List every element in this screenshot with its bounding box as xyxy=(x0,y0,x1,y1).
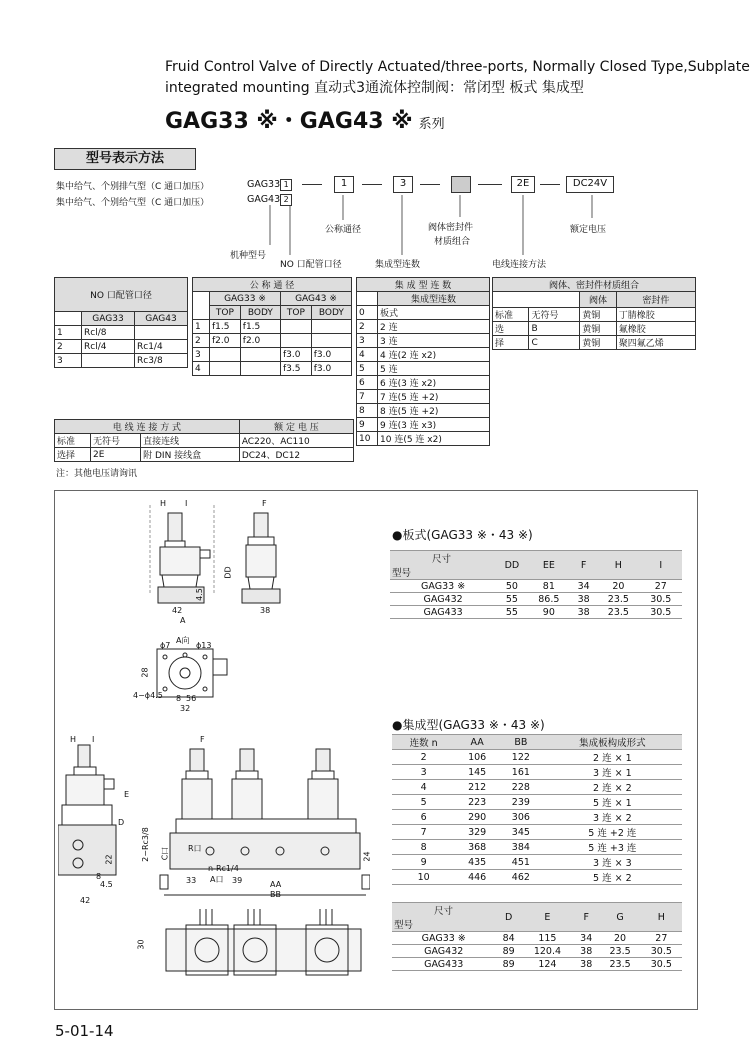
no-port-table xyxy=(54,277,188,368)
cell: 10 xyxy=(392,870,455,885)
cell: 5 连 +2 连 xyxy=(543,825,682,840)
plate-title: ●板式(GAG33 ※・43 ※) xyxy=(392,528,533,542)
corner xyxy=(392,903,495,932)
cell: 氟橡胶 xyxy=(616,322,695,336)
code-model-1-text: GAG33 xyxy=(247,179,281,190)
model-name: GAG33 ※・GAG43 ※ xyxy=(165,109,413,134)
code-box-elec: 2E xyxy=(511,176,535,193)
cell: 2 连 xyxy=(378,320,490,334)
cell: 27 xyxy=(640,580,682,593)
model-title xyxy=(165,104,445,135)
dim-phi13: ϕ13 xyxy=(196,641,212,650)
cell: 50 xyxy=(496,580,527,593)
cell: 附 DIN 接线盒 xyxy=(141,448,240,462)
lbl-model: 机种型号 xyxy=(230,251,267,261)
cell: 丁腈橡胶 xyxy=(616,308,695,322)
cell: 34 xyxy=(570,580,597,593)
cell: 6 xyxy=(357,376,378,390)
cell: 3 连 × 2 xyxy=(543,810,682,825)
cell: 5 连 +3 连 xyxy=(543,840,682,855)
code-model-2-box: 2 xyxy=(280,194,292,206)
cell: 81 xyxy=(528,580,570,593)
cell: 89 xyxy=(495,958,521,971)
cell: 无符号 xyxy=(91,434,141,448)
cell: 10 连(5 连 x2) xyxy=(378,432,490,446)
cell: GAG432 xyxy=(390,593,496,606)
lbl-port: NO 口配管口径 xyxy=(280,260,342,270)
page-number: 5-01-14 xyxy=(55,1022,114,1040)
manifold-front-drawing xyxy=(150,735,370,905)
cell: 5 xyxy=(357,362,378,376)
cell: f3.0 xyxy=(311,348,351,362)
cell: 7 xyxy=(392,825,455,840)
cell xyxy=(210,348,241,362)
cell: 无符号 xyxy=(529,308,580,322)
nominal-g1: GAG33 ※ xyxy=(210,292,281,306)
dim-8: 8 xyxy=(176,694,182,703)
lbl-elec: 电线连接方法 xyxy=(492,260,547,270)
cell: C xyxy=(529,336,580,350)
port-r: R口 xyxy=(188,844,202,853)
cell: 4 xyxy=(392,780,455,795)
cell: 7 xyxy=(357,390,378,404)
col: F xyxy=(570,551,597,580)
seal-col-gasket: 密封件 xyxy=(616,292,695,308)
col: BB xyxy=(499,735,543,750)
plate-front-drawing xyxy=(130,495,310,625)
cell: 5 连 xyxy=(378,362,490,376)
no-port-title: NO 口配管口径 xyxy=(55,278,188,312)
cell: 122 xyxy=(499,750,543,765)
cell: f1.5 xyxy=(210,320,241,334)
cell: Rc1/4 xyxy=(135,340,188,354)
sub-top: TOP xyxy=(210,306,241,320)
port-a: A口 xyxy=(210,875,224,884)
cell: 黄铜 xyxy=(580,308,616,322)
cell: 145 xyxy=(455,765,499,780)
cell: GAG432 xyxy=(392,945,495,958)
dim-45b: 4.5 xyxy=(100,880,113,889)
nominal-table xyxy=(192,277,352,376)
cell: 10 xyxy=(357,432,378,446)
dim-39: 39 xyxy=(232,876,243,885)
plate-table xyxy=(390,550,682,619)
cell: 2 xyxy=(55,340,82,354)
cell: 5 连 × 1 xyxy=(543,795,682,810)
cell: 23.5 xyxy=(597,606,639,619)
dims2-table xyxy=(392,902,682,971)
cell: 368 xyxy=(455,840,499,855)
cell: 120.4 xyxy=(522,945,573,958)
cell: 2 连 × 2 xyxy=(543,780,682,795)
cell: f1.5 xyxy=(240,320,280,334)
dim-phi7: ϕ7 xyxy=(160,641,171,650)
cell: 86.5 xyxy=(528,593,570,606)
cell: B xyxy=(529,322,580,336)
cell: f3.5 xyxy=(280,362,311,376)
dim-28: 28 xyxy=(140,667,150,678)
cell xyxy=(82,354,135,368)
dim-i2: I xyxy=(92,735,95,744)
cell: GAG433 xyxy=(392,958,495,971)
nominal-title: 公 称 通 径 xyxy=(193,278,352,292)
cell: Rc3/8 xyxy=(135,354,188,368)
cell: 0 xyxy=(357,306,378,320)
dim-i: I xyxy=(185,499,188,508)
cell: 34 xyxy=(573,932,599,945)
cell: 124 xyxy=(522,958,573,971)
cell: 462 xyxy=(499,870,543,885)
cell: 8 xyxy=(392,840,455,855)
cell: 2 xyxy=(193,334,210,348)
cell: 223 xyxy=(455,795,499,810)
dim-bb: BB xyxy=(270,890,281,899)
dim-e: E xyxy=(124,790,130,799)
col: DD xyxy=(496,551,527,580)
cell: 23.5 xyxy=(597,593,639,606)
cell: 板式 xyxy=(378,306,490,320)
col: 连数 n xyxy=(392,735,455,750)
col: EE xyxy=(528,551,570,580)
cell: 9 xyxy=(392,855,455,870)
corner-bot: 型号 xyxy=(392,568,412,579)
dim-30: 30 xyxy=(136,939,146,950)
cell: DC24、DC12 xyxy=(239,448,353,462)
count-table xyxy=(356,277,490,446)
cell: 9 连(3 连 x3) xyxy=(378,418,490,432)
cell: 90 xyxy=(528,606,570,619)
elec-table xyxy=(54,419,354,462)
note: 注：其他电压请询讯 xyxy=(56,469,138,479)
dash-4 xyxy=(478,184,502,185)
dim-45: 4.5 xyxy=(194,588,204,601)
dim-32: 32 xyxy=(180,704,191,713)
cell: 2 连 × 1 xyxy=(543,750,682,765)
lbl-seal-2: 材质组合 xyxy=(434,237,471,247)
seal-title: 阀体、密封件材质组合 xyxy=(493,278,696,292)
cell: 290 xyxy=(455,810,499,825)
dim-22: 22 xyxy=(104,854,114,865)
cell: 3 xyxy=(55,354,82,368)
col: AA xyxy=(455,735,499,750)
col: H xyxy=(641,903,682,932)
count-sub: 集成型连数 xyxy=(378,292,490,306)
cell: 7 连(5 连 +2) xyxy=(378,390,490,404)
nominal-g2: GAG43 ※ xyxy=(280,292,351,306)
cell: f3.0 xyxy=(311,362,351,376)
cell: 择 xyxy=(493,336,529,350)
corner xyxy=(390,551,496,580)
dim-dd: DD xyxy=(223,566,233,579)
cell: GAG33 ※ xyxy=(392,932,495,945)
dash-3 xyxy=(420,184,440,185)
code-model-1-box: 1 xyxy=(280,179,292,191)
cell: 115 xyxy=(522,932,573,945)
cell xyxy=(280,334,311,348)
cell: 446 xyxy=(455,870,499,885)
col: 集成板构成形式 xyxy=(543,735,682,750)
dim-38: 38 xyxy=(260,606,271,615)
cell: 30.5 xyxy=(641,958,682,971)
cell: 384 xyxy=(499,840,543,855)
cell: 8 xyxy=(357,404,378,418)
corner-top: 尺寸 xyxy=(432,554,452,565)
col: F xyxy=(573,903,599,932)
cell: 直接连线 xyxy=(141,434,240,448)
dim-aa: AA xyxy=(270,880,282,889)
cell: 聚四氟乙烯 xyxy=(616,336,695,350)
cell: 55 xyxy=(496,593,527,606)
cell: 9 xyxy=(357,418,378,432)
cell: 3 连 × 3 xyxy=(543,855,682,870)
series-label: 系列 xyxy=(418,117,445,132)
dim-holes: 4−ϕ4.5 xyxy=(133,691,163,700)
manifold-table xyxy=(392,734,682,885)
cell: 228 xyxy=(499,780,543,795)
dim-8b: 8 xyxy=(96,872,102,881)
dim-24: 24 xyxy=(362,851,372,862)
code-box-count: 3 xyxy=(393,176,413,193)
cell xyxy=(240,362,280,376)
col: E xyxy=(522,903,573,932)
cell: 89 xyxy=(495,945,521,958)
cell: GAG33 ※ xyxy=(390,580,496,593)
cell: 6 连(3 连 x2) xyxy=(378,376,490,390)
manifold-top-drawing xyxy=(150,905,375,985)
cell: f2.0 xyxy=(210,334,241,348)
cell: 212 xyxy=(455,780,499,795)
cell xyxy=(240,348,280,362)
cell: AC220、AC110 xyxy=(239,434,353,448)
corner-top: 尺寸 xyxy=(434,906,454,917)
cell xyxy=(311,320,351,334)
seal-col-body: 阀体 xyxy=(580,292,616,308)
view-a: A xyxy=(180,616,186,625)
cell: 3 连 × 1 xyxy=(543,765,682,780)
cell: 8 连(5 连 +2) xyxy=(378,404,490,418)
cell: 55 xyxy=(496,606,527,619)
code-model-2-text: GAG43 xyxy=(247,194,281,205)
cell: 30.5 xyxy=(641,945,682,958)
dim-42: 42 xyxy=(172,606,183,615)
cell: 84 xyxy=(495,932,521,945)
sub-body: BODY xyxy=(240,306,280,320)
count-title: 集 成 型 连 数 xyxy=(357,278,490,292)
cell: 选择 xyxy=(55,448,91,462)
col: G xyxy=(599,903,640,932)
volt-title: 额 定 电 压 xyxy=(239,420,353,434)
cell: 3 xyxy=(193,348,210,362)
cell: 标准 xyxy=(493,308,529,322)
dim-h2: H xyxy=(70,735,77,744)
no-port-col-1: GAG33 xyxy=(82,312,135,326)
code-desc-1: 集中给气、个别排气型（C 通口加压） xyxy=(56,182,210,192)
dim-f2: F xyxy=(200,735,205,744)
port-nrc: n-Rc1/4 xyxy=(208,864,239,873)
cell: 1 xyxy=(55,326,82,340)
cell: 3 连 xyxy=(378,334,490,348)
dash-5 xyxy=(540,184,560,185)
corner-bot: 型号 xyxy=(394,920,414,931)
section-title: 型号表示方法 xyxy=(54,148,196,170)
code-box-size: 1 xyxy=(334,176,354,193)
sub-body: BODY xyxy=(311,306,351,320)
cell xyxy=(280,320,311,334)
dim-rc: 2−Rc3/8 xyxy=(140,827,150,862)
header-line-1: Fruid Control Valve of Directly Actuated/three-ports, Normally Closed Type,Subplate xyxy=(165,59,750,75)
lbl-count: 集成型连数 xyxy=(375,260,421,270)
cell: Rcl/4 xyxy=(82,340,135,354)
cell: 4 xyxy=(357,348,378,362)
cell: 2 xyxy=(392,750,455,765)
cell: 27 xyxy=(641,932,682,945)
cell: 30.5 xyxy=(640,593,682,606)
port-c: C口 xyxy=(160,846,170,861)
cell: 5 连 × 2 xyxy=(543,870,682,885)
cell xyxy=(135,326,188,340)
cell: 38 xyxy=(573,958,599,971)
cell: 4 连(2 连 x2) xyxy=(378,348,490,362)
cell: 标准 xyxy=(55,434,91,448)
cell: 4 xyxy=(193,362,210,376)
dash-2 xyxy=(362,184,382,185)
header-line-2: integrated mounting 直动式3通流体控制阀：常闭型 板式 集成型 xyxy=(165,80,584,96)
cell: 5 xyxy=(392,795,455,810)
dash-1 xyxy=(302,184,322,185)
cell: 2 xyxy=(357,320,378,334)
no-port-col-2: GAG43 xyxy=(135,312,188,326)
cell: 20 xyxy=(597,580,639,593)
cell: 161 xyxy=(499,765,543,780)
cell xyxy=(210,362,241,376)
cell: 2E xyxy=(91,448,141,462)
dim-33: 33 xyxy=(186,876,197,885)
cell: 38 xyxy=(570,593,597,606)
cell: 3 xyxy=(392,765,455,780)
code-desc-2: 集中给气、个别给气型（C 通口加压） xyxy=(56,198,210,208)
cell: 329 xyxy=(455,825,499,840)
view-a-dir: A向 xyxy=(176,636,190,645)
cell: 23.5 xyxy=(599,958,640,971)
cell: 345 xyxy=(499,825,543,840)
cell: 黄铜 xyxy=(580,322,616,336)
cell: 451 xyxy=(499,855,543,870)
dim-d: D xyxy=(118,818,125,827)
cell xyxy=(311,334,351,348)
cell: 306 xyxy=(499,810,543,825)
cell: 23.5 xyxy=(599,945,640,958)
cell: 30.5 xyxy=(640,606,682,619)
lbl-seal: 阀体密封件 xyxy=(428,223,474,233)
code-box-volt: DC24V xyxy=(566,176,614,193)
cell: 选 xyxy=(493,322,529,336)
cell: GAG433 xyxy=(390,606,496,619)
cell: 38 xyxy=(573,945,599,958)
lbl-nominal: 公称通径 xyxy=(325,225,362,235)
cell: 6 xyxy=(392,810,455,825)
dim-h: H xyxy=(160,499,167,508)
cell: 38 xyxy=(570,606,597,619)
cell: 435 xyxy=(455,855,499,870)
manifold-title: ●集成型(GAG33 ※・43 ※) xyxy=(392,718,545,732)
cell: 黄铜 xyxy=(580,336,616,350)
cell: f3.0 xyxy=(280,348,311,362)
cell: 3 xyxy=(357,334,378,348)
dim-56: 56 xyxy=(186,694,197,703)
dim-42b: 42 xyxy=(80,896,91,905)
cell: 1 xyxy=(193,320,210,334)
col: H xyxy=(597,551,639,580)
dim-f: F xyxy=(262,499,267,508)
lbl-volt: 额定电压 xyxy=(570,225,607,235)
elec-title: 电 线 连 接 方 式 xyxy=(55,420,240,434)
col: I xyxy=(640,551,682,580)
seal-table xyxy=(492,277,696,350)
cell: f2.0 xyxy=(240,334,280,348)
cell: 239 xyxy=(499,795,543,810)
cell: 106 xyxy=(455,750,499,765)
cell: 20 xyxy=(599,932,640,945)
cell: Rcl/8 xyxy=(82,326,135,340)
sub-top: TOP xyxy=(280,306,311,320)
col: D xyxy=(495,903,521,932)
